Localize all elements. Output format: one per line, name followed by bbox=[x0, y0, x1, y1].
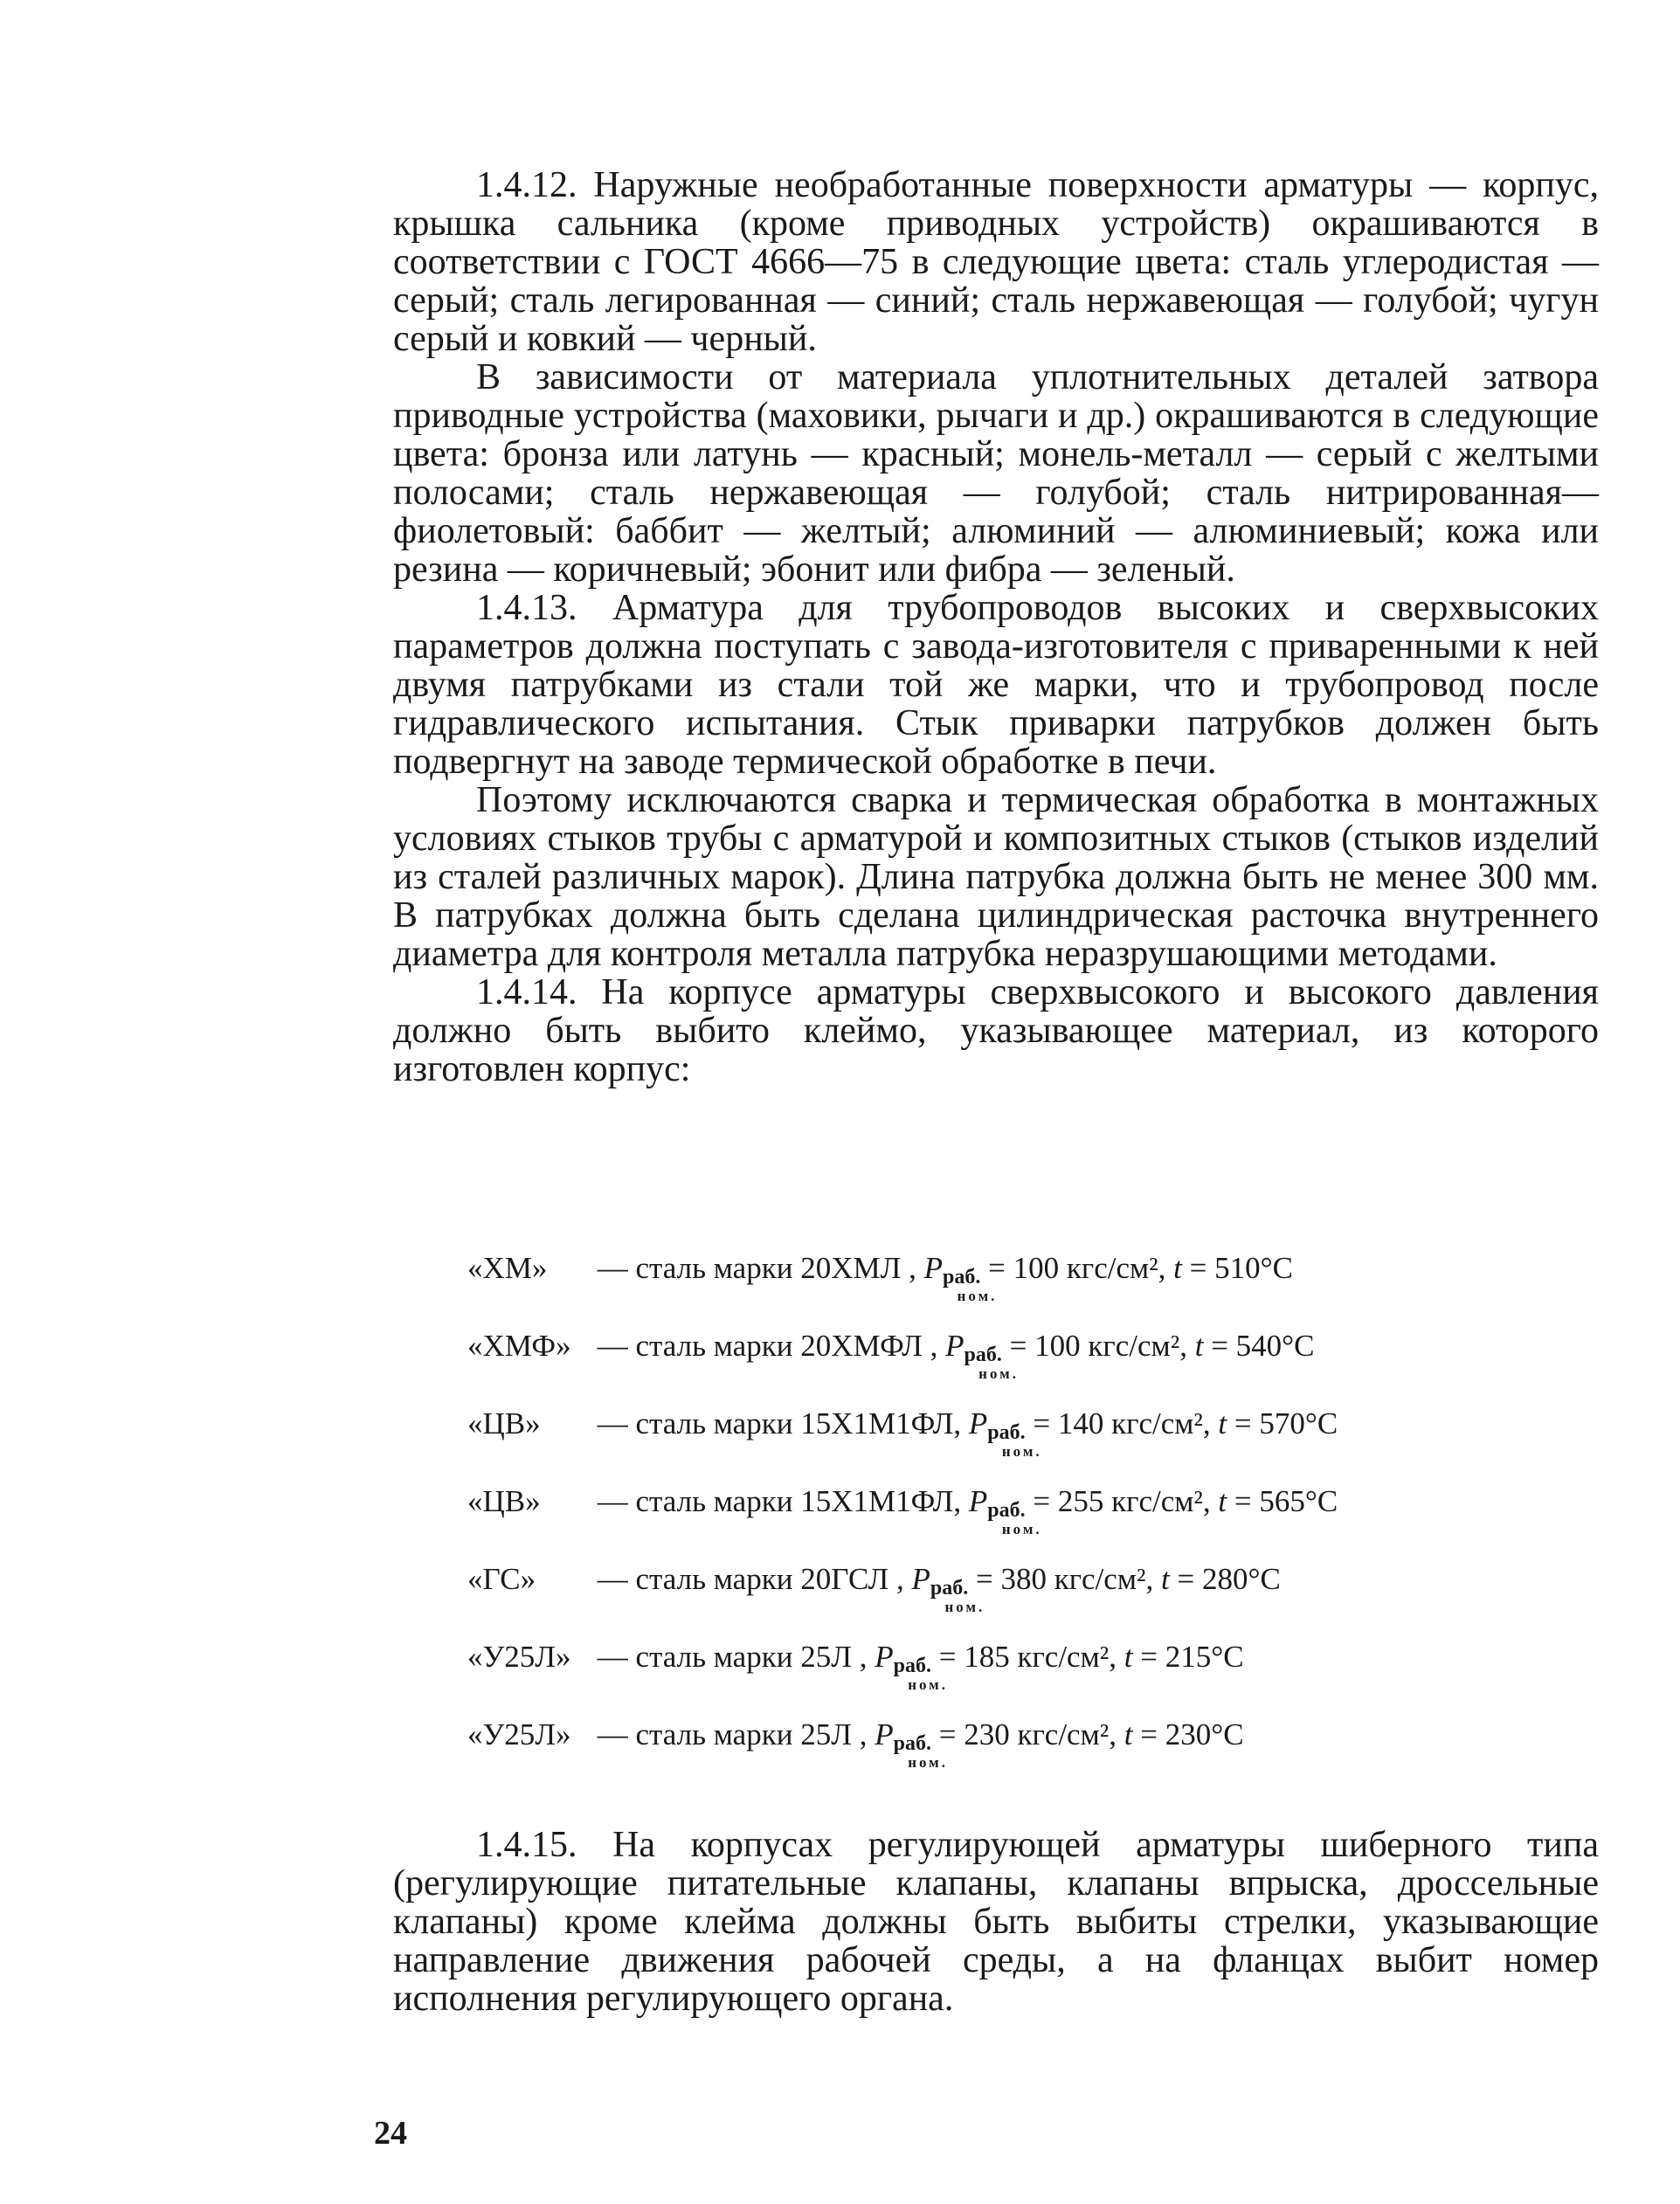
temperature-symbol: t bbox=[1218, 1406, 1227, 1441]
paragraph-welding: Поэтому исключаются сварка и термическая обработка в монтажных условиях стыков трубы с арматурой и композитных стыков (стыков изделий из сталей различных марок). Длина патрубка должна быть не менее 300 мм. В патрубках должна быть сделана цилиндрическая расточка внутреннего диаметра для контроля металла патрубка неразрушающими методами. bbox=[393, 780, 1599, 974]
mark-temperature: = 215°С bbox=[1140, 1640, 1244, 1674]
temperature-symbol: t bbox=[1194, 1329, 1204, 1363]
mark-steel: — сталь марки 20ХМЛ , bbox=[597, 1251, 916, 1285]
mark-code: «ЦВ» bbox=[467, 1484, 541, 1518]
stamp-mark-row bbox=[467, 1329, 1603, 1406]
paragraph-1-4-13: 1.4.13. Арматура для трубопроводов высоких и сверхвысоких параметров должна поступать с завода-изготовителя с приваренными к ней двумя патрубками из стали той же марки, что и трубопровод после гидравлического испытания. Стык приварки патрубков должен быть подвергнут на заводе термической обработке в печи. bbox=[393, 588, 1599, 782]
pressure-symbol: Pраб. ном. bbox=[875, 1640, 949, 1693]
mark-code: «ХМФ» bbox=[467, 1329, 571, 1363]
final-text-block bbox=[393, 1826, 1599, 2018]
mark-temperature: = 510°С bbox=[1189, 1251, 1293, 1285]
stamp-mark-row bbox=[467, 1484, 1603, 1562]
pressure-symbol: Pраб. ном. bbox=[968, 1406, 1042, 1460]
pressure-symbol: Pраб. ном. bbox=[911, 1562, 985, 1615]
paragraph-actuator-colors: В зависимости от материала уплотнительных деталей затвора приводные устройства (маховики, рычаги и др.) окрашиваются в следующие цвета: бронза или латунь — красный; монель-металл — серый с желтыми полосами; сталь нержавеющая — голубой; сталь нитрированная—фиолетовый: баббит — желтый; алюминий — алюминиевый; кожа или резина — коричневый; эбонит или фибра — зеленый. bbox=[393, 357, 1599, 590]
mark-temperature: = 570°С bbox=[1234, 1406, 1338, 1441]
pressure-symbol: Pраб. ном. bbox=[945, 1329, 1019, 1382]
mark-steel: — сталь марки 20ХМФЛ , bbox=[597, 1329, 938, 1363]
page-number: 24 bbox=[374, 2115, 407, 2152]
mark-pressure: = 255 кгс/см², bbox=[1033, 1484, 1219, 1518]
pressure-symbol: Pраб. ном. bbox=[875, 1717, 949, 1771]
temperature-symbol: t bbox=[1123, 1717, 1133, 1751]
paragraph-1-4-14: 1.4.14. На корпусе арматуры сверхвысокого и высокого давления должно быть выбито клеймо, указывающее материал, из которого изготовлен корпус: bbox=[393, 972, 1599, 1089]
mark-pressure: = 100 кгс/см², bbox=[1009, 1329, 1195, 1363]
main-text-block bbox=[393, 166, 1599, 1088]
mark-code: «ЦВ» bbox=[467, 1406, 541, 1441]
stamp-mark-row bbox=[467, 1251, 1603, 1329]
mark-pressure: = 230 кгс/см², bbox=[938, 1717, 1124, 1751]
mark-pressure: = 380 кгс/см², bbox=[975, 1562, 1161, 1596]
pressure-symbol: Pраб. ном. bbox=[923, 1251, 998, 1304]
mark-steel: — сталь марки 25Л , bbox=[597, 1640, 868, 1674]
stamp-mark-list bbox=[467, 1251, 1603, 1795]
mark-pressure: = 140 кгс/см², bbox=[1033, 1406, 1219, 1441]
stamp-mark-row bbox=[467, 1717, 1603, 1795]
temperature-symbol: t bbox=[1161, 1562, 1170, 1596]
mark-temperature: = 565°С bbox=[1234, 1484, 1338, 1518]
pressure-symbol: Pраб. ном. bbox=[968, 1484, 1042, 1537]
mark-pressure: = 100 кгс/см², bbox=[988, 1251, 1174, 1285]
temperature-symbol: t bbox=[1123, 1640, 1133, 1674]
mark-steel: — сталь марки 25Л , bbox=[597, 1717, 868, 1751]
stamp-mark-row bbox=[467, 1640, 1603, 1717]
mark-steel: — сталь марки 15Х1М1ФЛ, bbox=[597, 1484, 962, 1518]
stamp-mark-row bbox=[467, 1406, 1603, 1484]
mark-code: «У25Л» bbox=[467, 1717, 571, 1751]
temperature-symbol: t bbox=[1218, 1484, 1227, 1518]
paragraph-1-4-15: 1.4.15. На корпусах регулирующей арматуры шиберного типа (регулирующие питательные клапаны, клапаны впрыска, дроссельные клапаны) кроме клейма должны быть выбиты стрелки, указывающие направление движения рабочей среды, а на фланцах выбит номер исполнения регулирующего органа. bbox=[393, 1825, 1599, 2019]
paragraph-1-4-12: 1.4.12. Наружные необработанные поверхности арматуры — корпус, крышка сальника (кроме приводных устройств) окрашиваются в соответствии с ГОСТ 4666—75 в следующие цвета: сталь углеродистая — серый; сталь легированная — синий; сталь нержавеющая — голубой; чугун серый и ковкий — черный. bbox=[393, 165, 1599, 359]
mark-code: «ХМ» bbox=[467, 1251, 548, 1285]
mark-code: «ГС» bbox=[467, 1562, 536, 1596]
mark-steel: — сталь марки 15Х1М1ФЛ, bbox=[597, 1406, 962, 1441]
mark-temperature: = 280°С bbox=[1177, 1562, 1281, 1596]
mark-code: «У25Л» bbox=[467, 1640, 571, 1674]
stamp-mark-row bbox=[467, 1562, 1603, 1640]
mark-temperature: = 230°С bbox=[1140, 1717, 1244, 1751]
mark-temperature: = 540°С bbox=[1211, 1329, 1315, 1363]
temperature-symbol: t bbox=[1173, 1251, 1182, 1285]
mark-pressure: = 185 кгс/см², bbox=[938, 1640, 1124, 1674]
mark-steel: — сталь марки 20ГСЛ , bbox=[597, 1562, 904, 1596]
